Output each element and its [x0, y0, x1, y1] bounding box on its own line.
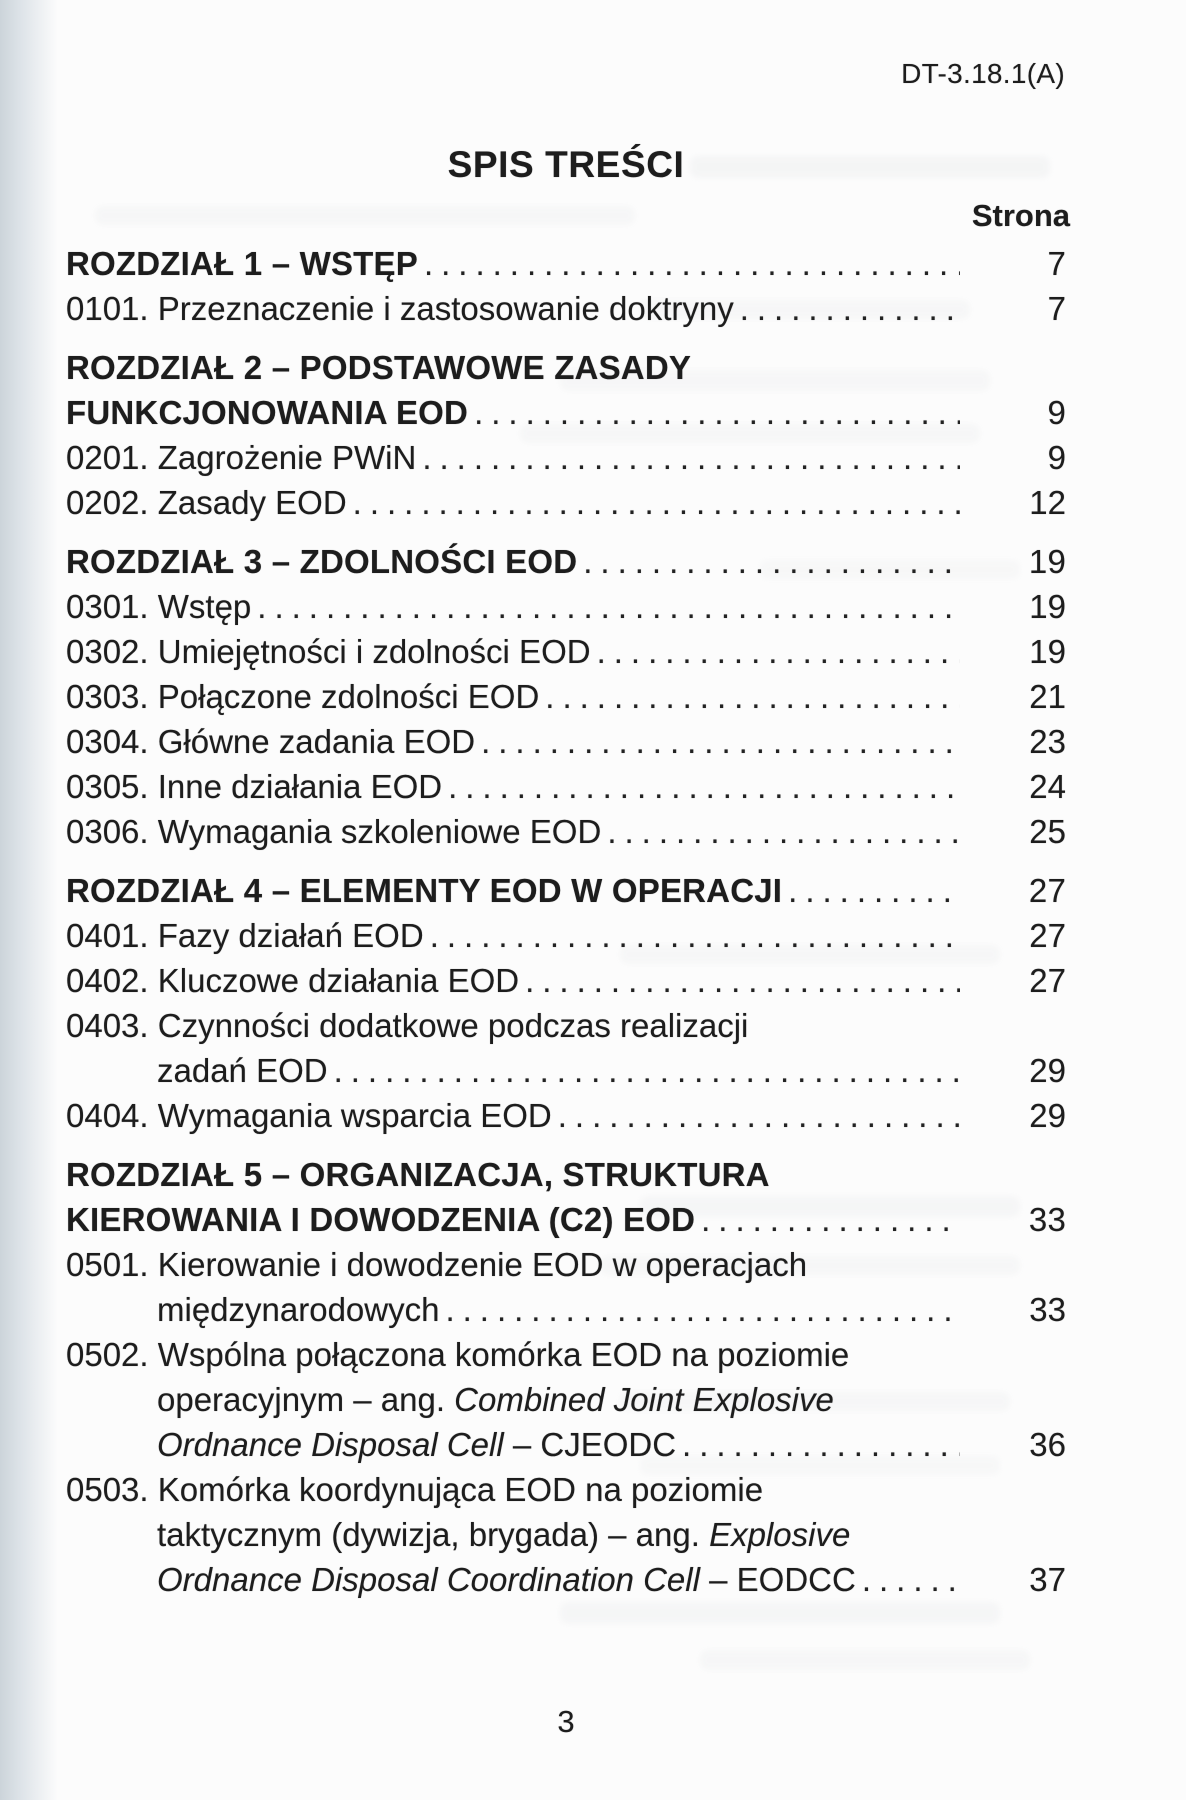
toc-entry-text [66, 480, 347, 525]
toc-entry [66, 913, 1066, 958]
toc-entry-text [157, 1377, 834, 1422]
dot-leader [597, 629, 960, 674]
page-number: 7 [1047, 290, 1066, 327]
dot-leader [525, 958, 960, 1003]
toc-line [66, 1377, 1066, 1422]
toc-line [66, 584, 1066, 629]
toc-list [66, 241, 1066, 1602]
toc-entry [66, 435, 1066, 480]
toc-line [66, 1093, 1066, 1138]
toc-entry-text [66, 868, 782, 913]
toc-text: 0306. Wymagania szkoleniowe EOD [66, 813, 602, 850]
bleed-artifact [560, 1602, 1000, 1624]
toc-entry-text [157, 1287, 439, 1332]
toc-text: 0403. Czynności dodatkowe podczas realizacji [66, 1007, 749, 1044]
toc-entry-text [66, 674, 539, 719]
toc-line [66, 435, 1066, 480]
page-number: 27 [1028, 872, 1066, 909]
toc-line [66, 480, 1066, 525]
toc-text: 0301. Wstęp [66, 588, 252, 625]
toc-entry [66, 241, 1066, 286]
toc-entry [66, 584, 1066, 629]
toc-line [66, 1332, 1066, 1377]
toc-entry [66, 764, 1066, 809]
page-number: 19 [1029, 588, 1066, 625]
toc-entry [66, 1332, 1066, 1467]
toc-line [66, 345, 1066, 390]
toc-text: 0502. Wspólna połączona komórka EOD na poziomie [66, 1336, 850, 1373]
toc-text: 0503. Komórka koordynująca EOD na poziomie [66, 1471, 764, 1508]
toc-line [66, 1048, 1066, 1093]
toc-entry [66, 868, 1066, 913]
toc-line [66, 764, 1066, 809]
toc-line [66, 913, 1066, 958]
page-number: 21 [1029, 678, 1066, 715]
toc-line [66, 958, 1066, 1003]
dot-leader [862, 1557, 960, 1602]
toc-text: ROZDZIAŁ 2 – PODSTAWOWE ZASADY [66, 349, 692, 386]
toc-text: ROZDZIAŁ 1 – WSTĘP [66, 245, 418, 282]
toc-text: 0401. Fazy działań EOD [66, 917, 424, 954]
toc-entry-text [66, 345, 691, 390]
dot-leader [445, 1287, 960, 1332]
toc-text-italic: Explosive [709, 1516, 851, 1553]
toc-entry-text [66, 286, 734, 331]
toc-line [66, 1467, 1066, 1512]
dot-leader [448, 764, 960, 809]
page-number: 19 [1029, 633, 1066, 670]
dot-leader [682, 1422, 960, 1467]
page-number: 29 [1029, 1052, 1066, 1089]
toc-text-italic: Ordnance Disposal Cell [157, 1426, 504, 1463]
toc-entry [66, 674, 1066, 719]
toc-text: 0202. Zasady EOD [66, 484, 347, 521]
page-number: 29 [1029, 1097, 1066, 1134]
dot-leader [481, 719, 960, 764]
toc-entry-text [157, 1422, 676, 1467]
toc-entry-text [66, 913, 424, 958]
toc-entry [66, 1152, 1066, 1242]
toc-entry-text [66, 1332, 849, 1377]
dot-leader [607, 809, 960, 854]
toc-entry-text [157, 1048, 328, 1093]
page-number: 23 [1029, 723, 1066, 760]
page-number: 19 [1028, 543, 1066, 580]
toc-entry-text [66, 1242, 807, 1287]
toc-line [66, 241, 1066, 286]
toc-entry-text [66, 1467, 763, 1512]
toc-entry [66, 480, 1066, 525]
toc-line [66, 286, 1066, 331]
dot-leader [701, 1197, 960, 1242]
toc-text: FUNKCJONOWANIA EOD [66, 394, 469, 431]
toc-line [66, 539, 1066, 584]
toc-entry [66, 958, 1066, 1003]
dot-leader [353, 480, 960, 525]
toc-text: 0402. Kluczowe działania EOD [66, 962, 520, 999]
page-number: 37 [1029, 1561, 1066, 1598]
toc-entry-text [66, 241, 418, 286]
toc-line [66, 719, 1066, 764]
toc-entry-text [66, 390, 468, 435]
page-number: 33 [1028, 1201, 1066, 1238]
toc-entry-text [66, 764, 442, 809]
dot-leader [545, 674, 960, 719]
document-code: DT-3.18.1(A) [901, 58, 1065, 89]
page-number: 24 [1029, 768, 1066, 805]
toc-line [66, 674, 1066, 719]
toc-text: KIEROWANIA I DOWODZENIA (C2) EOD [66, 1201, 696, 1238]
toc-line [66, 1152, 1066, 1197]
toc-text: 0304. Główne zadania EOD [66, 723, 476, 760]
toc-line [66, 868, 1066, 913]
toc-entry-text [66, 1152, 770, 1197]
toc-text: ROZDZIAŁ 3 – ZDOLNOŚCI EOD [66, 543, 578, 580]
page-number: 36 [1029, 1426, 1066, 1463]
dot-leader [558, 1093, 960, 1138]
toc-text: 0305. Inne działania EOD [66, 768, 443, 805]
page-number: 25 [1029, 813, 1066, 850]
page-title: SPIS TREŚCI [447, 144, 685, 185]
toc-line [66, 390, 1066, 435]
toc-line [66, 1557, 1066, 1602]
dot-leader [424, 241, 960, 286]
toc-entry-text [66, 1197, 695, 1242]
toc-entry-text [66, 1003, 748, 1048]
page-number: 27 [1029, 917, 1066, 954]
toc-entry-text [66, 584, 251, 629]
toc-text: zadań EOD [157, 1052, 328, 1089]
dot-leader [474, 390, 960, 435]
page-number: 12 [1029, 484, 1066, 521]
page-number: 7 [1047, 245, 1066, 282]
toc-entry [66, 1093, 1066, 1138]
toc-line [66, 1287, 1066, 1332]
dot-leader [257, 584, 960, 629]
toc-entry-text [66, 435, 416, 480]
toc-entry [66, 1467, 1066, 1602]
toc-text-italic: Combined Joint Explosive [454, 1381, 834, 1418]
dot-leader [583, 539, 960, 584]
toc-entry-text [66, 719, 475, 764]
toc-entry [66, 345, 1066, 435]
toc-line [66, 1003, 1066, 1048]
toc-entry-text [157, 1512, 850, 1557]
toc-text: ROZDZIAŁ 4 – ELEMENTY EOD W OPERACJI [66, 872, 783, 909]
toc-entry [66, 1003, 1066, 1093]
toc-text-italic: Ordnance Disposal Coordination Cell [157, 1561, 700, 1598]
toc-entry [66, 539, 1066, 584]
page-number: 9 [1047, 439, 1066, 476]
toc-text: – EODCC [699, 1561, 856, 1598]
toc-entry [66, 629, 1066, 674]
scan-edge-shadow [0, 0, 58, 1800]
toc-text: ROZDZIAŁ 5 – ORGANIZACJA, STRUKTURA [66, 1156, 770, 1193]
page-column-header: Strona [971, 198, 1070, 233]
page-number: 27 [1029, 962, 1066, 999]
toc-entry [66, 1242, 1066, 1332]
toc-text: 0303. Połączone zdolności EOD [66, 678, 540, 715]
toc-line [66, 1242, 1066, 1287]
toc-text: operacyjnym – ang. [157, 1381, 455, 1418]
toc-line [66, 1422, 1066, 1467]
dot-leader [740, 286, 960, 331]
toc-entry [66, 719, 1066, 764]
toc-text: 0101. Przeznaczenie i zastosowanie doktryny [66, 290, 734, 327]
toc-text: taktycznym (dywizja, brygada) – ang. [157, 1516, 710, 1553]
toc-line [66, 629, 1066, 674]
toc-entry-text [66, 1093, 552, 1138]
toc-entry [66, 809, 1066, 854]
toc-text: międzynarodowych [157, 1291, 440, 1328]
page-number: 33 [1029, 1291, 1066, 1328]
footer-page-number: 3 [557, 1704, 575, 1739]
toc-entry-text [66, 539, 577, 584]
dot-leader [422, 435, 960, 480]
toc-entry-text [66, 629, 591, 674]
toc-text: – CJEODC [503, 1426, 677, 1463]
toc-entry [66, 286, 1066, 331]
toc-text: 0404. Wymagania wsparcia EOD [66, 1097, 552, 1134]
dot-leader [430, 913, 960, 958]
toc-line [66, 1512, 1066, 1557]
bleed-artifact [700, 1650, 1030, 1670]
toc-entry-text [66, 809, 601, 854]
toc-text: 0501. Kierowanie i dowodzenie EOD w operacjach [66, 1246, 808, 1283]
toc-line [66, 1197, 1066, 1242]
dot-leader [334, 1048, 960, 1093]
toc-text: 0201. Zagrożenie PWiN [66, 439, 417, 476]
toc-line [66, 809, 1066, 854]
toc-entry-text [157, 1557, 856, 1602]
toc-text: 0302. Umiejętności i zdolności EOD [66, 633, 591, 670]
toc-entry-text [66, 958, 519, 1003]
page-number: 9 [1047, 394, 1066, 431]
dot-leader [788, 868, 960, 913]
